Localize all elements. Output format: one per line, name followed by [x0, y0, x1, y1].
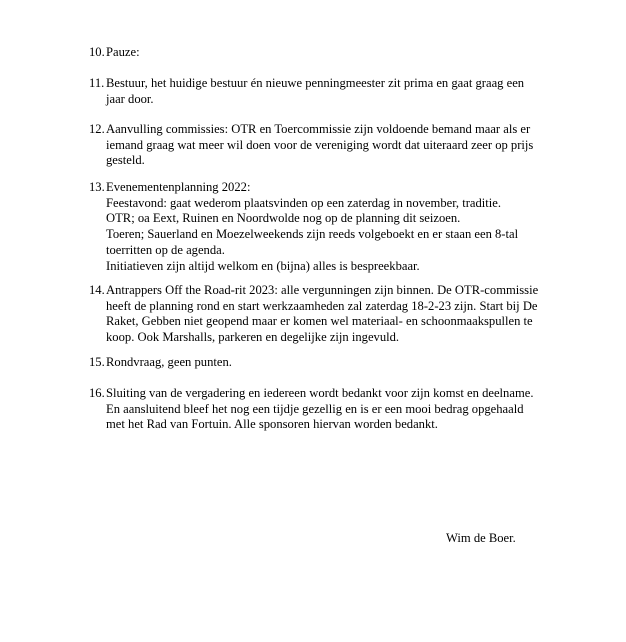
- text-line: OTR; oa Eext, Ruinen en Noordwolde nog op de planning dit seizoen.: [106, 211, 461, 226]
- text-line: En aansluitend bleef het nog een tijdje gezellig en is er een mooi bedrag opgehaald: [106, 401, 524, 416]
- signature: Wim de Boer.: [446, 531, 516, 545]
- text-line: Rondvraag, geen punten.: [106, 355, 232, 369]
- item-text: [106, 180, 559, 274]
- text-line: gesteld.: [106, 153, 145, 168]
- text-line: Evenementenplanning 2022:: [106, 180, 251, 194]
- item-text: [106, 386, 559, 433]
- agenda-item-16: [89, 386, 559, 433]
- item-number: 16.: [89, 386, 105, 400]
- text-line: Bestuur, het huidige bestuur én nieuwe penningmeester zit prima en gaat graag een: [106, 76, 525, 90]
- text-line: Antrappers Off the Road-rit 2023: alle vergunningen zijn binnen. De OTR-commissie: [106, 283, 539, 297]
- item-number: 13.: [89, 180, 105, 194]
- text-line: Raket, Gebben niet geopend maar er komen wel materiaal- en schoonmaakspullen te: [106, 314, 533, 329]
- text-line: Sluiting van de vergadering en iedereen wordt bedankt voor zijn komst en deelname.: [106, 386, 534, 400]
- text-line: met het Rad van Fortuin. Alle sponsoren hiervan worden bedankt.: [106, 417, 438, 432]
- item-text: [106, 122, 559, 169]
- text-line: toerritten op de agenda.: [106, 242, 225, 257]
- text-line: koop. Ook Marshalls, parkeren en degelijke zijn ingevuld.: [106, 330, 400, 345]
- agenda-item-11: [89, 76, 559, 107]
- agenda-item-10: [89, 45, 559, 61]
- agenda-item-15: [89, 355, 559, 371]
- agenda-item-14: [89, 283, 559, 346]
- text-line: iemand graag wat meer wil doen voor de vereniging wordt dat uiteraard zeer op prijs: [106, 137, 534, 152]
- text-line: Pauze:: [106, 45, 140, 59]
- item-text: [106, 355, 559, 371]
- text-line: Aanvulling commissies: OTR en Toercommissie zijn voldoende bemand maar als er: [106, 122, 531, 136]
- item-text: [106, 76, 559, 107]
- agenda-item-12: [89, 122, 559, 169]
- text-line: jaar door.: [106, 91, 154, 106]
- text-line: Toeren; Sauerland en Moezelweekends zijn reeds volgeboekt en er staan een 8-tal: [106, 227, 519, 242]
- text-line: Initiatieven zijn altijd welkom en (bijna) alles is bespreekbaar.: [106, 258, 420, 273]
- item-number: 15.: [89, 355, 105, 369]
- item-text: [106, 45, 559, 61]
- text-line: heeft de planning rond en start werkzaamheden zal zaterdag 18-2-23 zijn. Start bij De: [106, 298, 538, 313]
- item-number: 11.: [89, 76, 105, 90]
- item-number: 10.: [89, 45, 105, 59]
- agenda-item-13: [89, 180, 559, 274]
- item-text: [106, 283, 559, 346]
- item-number: 12.: [89, 122, 105, 136]
- item-number: 14.: [89, 283, 105, 297]
- text-line: Feestavond: gaat wederom plaatsvinden op een zaterdag in november, traditie.: [106, 195, 502, 210]
